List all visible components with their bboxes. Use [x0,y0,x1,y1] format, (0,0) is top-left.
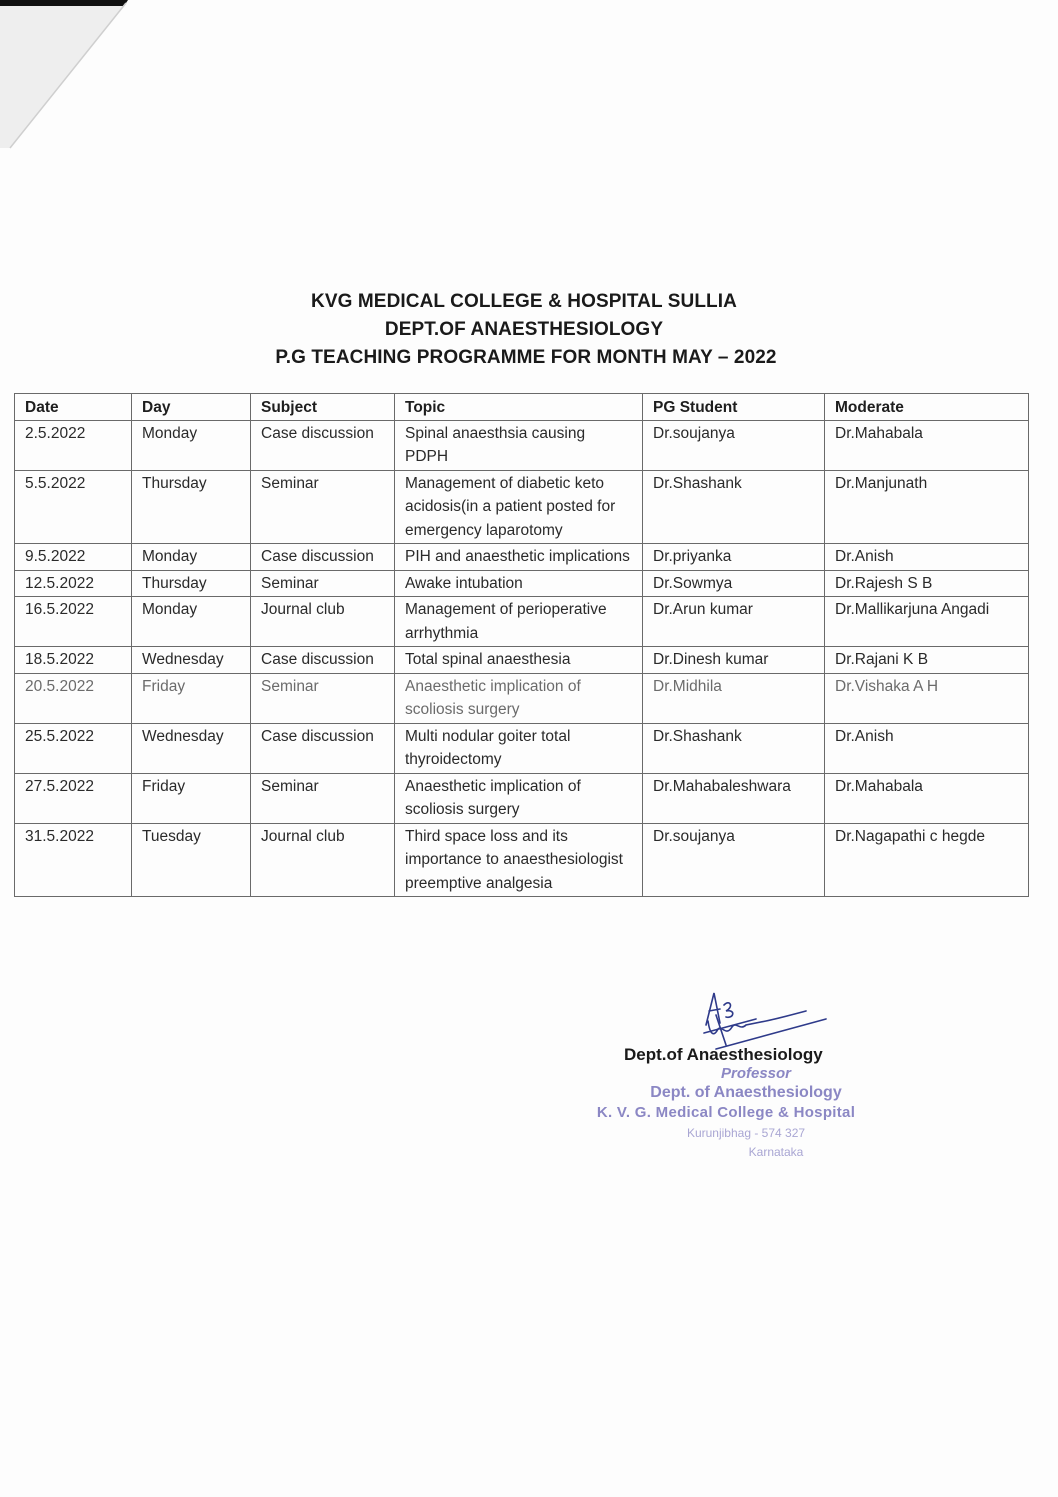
table-row [15,544,1029,571]
date-cell: 16.5.2022 [15,597,132,647]
signature-block [596,985,896,1185]
pg-student-cell: Dr.Mahabaleshwara [643,773,825,823]
table-row [15,570,1029,597]
topic-cell: Spinal anaesthsia causing PDPH [395,420,643,470]
topic-cell: Management of perioperative arrhythmia [395,597,643,647]
day-cell: Tuesday [132,823,251,897]
day-cell: Friday [132,673,251,723]
stamp-state: Karnataka [748,1145,804,1159]
day-cell: Wednesday [132,647,251,674]
topic-cell: Awake intubation [395,570,643,597]
subject-cell: Case discussion [251,647,395,674]
table-row [15,470,1029,544]
subject-cell: Journal club [251,823,395,897]
programme-title: P.G TEACHING PROGRAMME FOR MONTH MAY – 2022 [275,347,777,368]
subject-cell: Seminar [251,673,395,723]
day-cell: Thursday [132,470,251,544]
column-header-pg-student: PG Student [643,394,825,421]
column-header-date: Date [15,394,132,421]
moderator-cell: Dr.Anish [825,723,1029,773]
date-cell: 5.5.2022 [15,470,132,544]
day-cell: Monday [132,544,251,571]
stamp-address: Kurunjibhag - 574 327 [686,1126,806,1140]
topic-cell: Multi nodular goiter total thyroidectomy [395,723,643,773]
day-cell: Monday [132,597,251,647]
date-cell: 25.5.2022 [15,723,132,773]
table-header-row [15,394,1029,421]
moderator-cell: Dr.Mahabala [825,773,1029,823]
moderator-cell: Dr.Rajani K B [825,647,1029,674]
pg-student-cell: Dr.priyanka [643,544,825,571]
date-cell: 2.5.2022 [15,420,132,470]
date-cell: 12.5.2022 [15,570,132,597]
scan-corner-fold [0,0,130,150]
pg-student-cell: Dr.Shashank [643,723,825,773]
pg-student-cell: Dr.soujanya [643,823,825,897]
table-row [15,420,1029,470]
topic-cell: PIH and anaesthetic implications [395,544,643,571]
pg-student-cell: Dr.Midhila [643,673,825,723]
subject-cell: Seminar [251,470,395,544]
topic-cell: Management of diabetic keto acidosis(in a patient posted for emergency laparotomy [395,470,643,544]
pg-student-cell: Dr.Dinesh kumar [643,647,825,674]
subject-cell: Journal club [251,597,395,647]
stamp-department: Dept. of Anaesthesiology [650,1084,842,1101]
topic-cell: Anaesthetic implication of scoliosis surgery [395,773,643,823]
moderator-cell: Dr.Rajesh S B [825,570,1029,597]
department-title: DEPT.OF ANAESTHESIOLOGY [384,319,664,340]
stamp-title: Professor [720,1065,792,1082]
column-header-moderator: Moderate [825,394,1029,421]
stamp-institution: K. V. G. Medical College & Hospital [596,1104,856,1121]
document-header [0,288,1058,372]
moderator-cell: Dr.Mallikarjuna Angadi [825,597,1029,647]
day-cell: Monday [132,420,251,470]
day-cell: Thursday [132,570,251,597]
moderator-cell: Dr.Nagapathi c hegde [825,823,1029,897]
subject-cell: Case discussion [251,420,395,470]
institution-title: KVG MEDICAL COLLEGE & HOSPITAL SULLIA [311,291,737,312]
date-cell: 27.5.2022 [15,773,132,823]
table-row [15,647,1029,674]
column-header-day: Day [132,394,251,421]
official-stamp [596,1065,896,1161]
topic-cell: Third space loss and its importance to anaesthesiologist preemptive analgesia [395,823,643,897]
subject-cell: Seminar [251,570,395,597]
topic-cell: Anaesthetic implication of scoliosis surgery [395,673,643,723]
day-cell: Friday [132,773,251,823]
pg-student-cell: Dr.Sowmya [643,570,825,597]
date-cell: 9.5.2022 [15,544,132,571]
pg-student-cell: Dr.soujanya [643,420,825,470]
column-header-subject: Subject [251,394,395,421]
table-row [15,723,1029,773]
table-row [15,597,1029,647]
day-cell: Wednesday [132,723,251,773]
pg-student-cell: Dr.Shashank [643,470,825,544]
moderator-cell: Dr.Anish [825,544,1029,571]
subject-cell: Case discussion [251,723,395,773]
moderator-cell: Dr.Mahabala [825,420,1029,470]
date-cell: 18.5.2022 [15,647,132,674]
moderator-cell: Dr.Manjunath [825,470,1029,544]
date-cell: 20.5.2022 [15,673,132,723]
moderator-cell: Dr.Vishaka A H [825,673,1029,723]
teaching-schedule-table [14,393,1029,897]
table-row [15,773,1029,823]
topic-cell: Total spinal anaesthesia [395,647,643,674]
column-header-topic: Topic [395,394,643,421]
subject-cell: Seminar [251,773,395,823]
table-row [15,823,1029,897]
subject-cell: Case discussion [251,544,395,571]
date-cell: 31.5.2022 [15,823,132,897]
pg-student-cell: Dr.Arun kumar [643,597,825,647]
table-row [15,673,1029,723]
signatory-department: Dept.of Anaesthesiology [624,1045,823,1064]
